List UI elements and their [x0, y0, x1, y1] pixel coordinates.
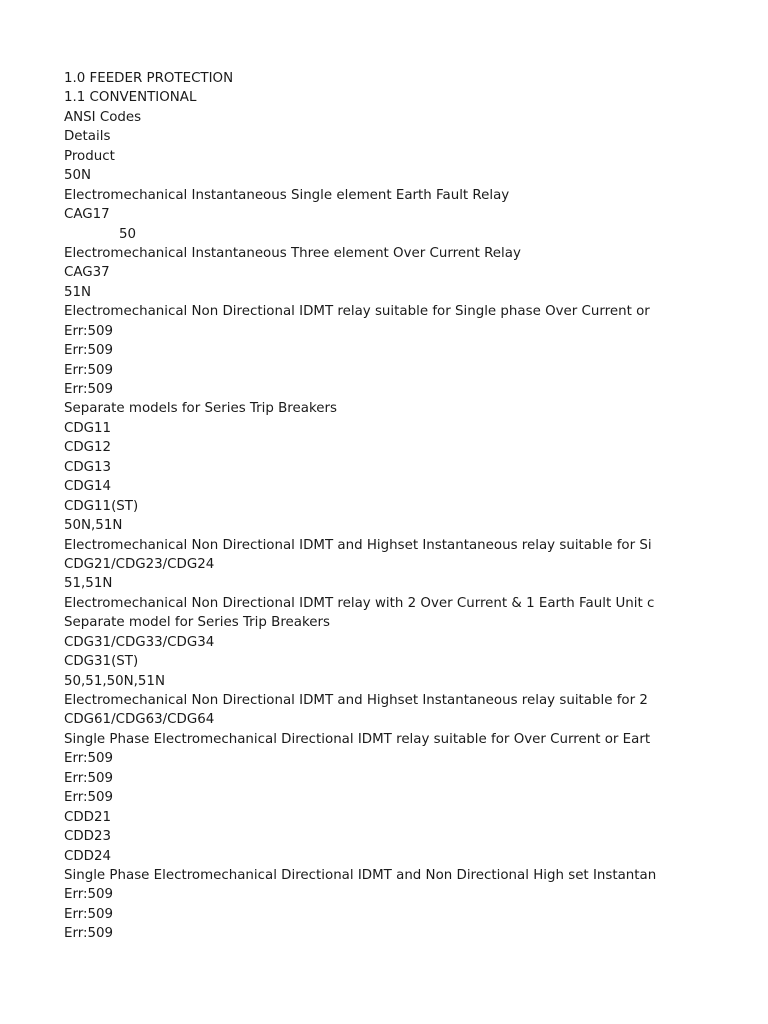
error-cell: Err:509 [64, 343, 114, 359]
product-code: CDG21/CDG23/CDG24 [64, 556, 215, 572]
product-code: CDG31/CDG33/CDG34 [64, 634, 215, 650]
ansi-code: 50N [64, 168, 92, 184]
ansi-code: 50N,51N [64, 518, 123, 534]
error-cell: Err:509 [64, 323, 114, 339]
error-cell: Err:509 [64, 382, 114, 397]
relay-description: Electromechanical Instantaneous Three element Over Current Relay [64, 245, 521, 261]
error-cell: Err:509 [64, 790, 114, 806]
product-code: CAG17 [64, 207, 110, 223]
product-code: CDG61/CDG63/CDG64 [64, 712, 215, 728]
error-cell: Err:509 [64, 362, 114, 378]
ansi-code: 51N [64, 284, 92, 300]
error-cell: Err:509 [64, 751, 114, 767]
error-cell: Err:509 [64, 770, 114, 786]
relay-description: Electromechanical Non Directional IDMT relay with 2 Over Current & 1 Earth Fault Unit c [64, 595, 655, 611]
relay-description: Single Phase Electromechanical Directional IDMT and Non Directional High set Instantan [64, 867, 657, 883]
relay-description: Electromechanical Non Directional IDMT relay suitable for Single phase Over Current or [64, 304, 650, 320]
ansi-code: 51,51N [64, 576, 113, 592]
product-code: CDG13 [64, 459, 112, 475]
column-header-ansi-codes: ANSI Codes [64, 109, 142, 125]
product-code: CDD24 [64, 848, 112, 864]
ansi-code: 50,51,50N,51N [64, 673, 165, 689]
column-header-product: Product [64, 148, 115, 164]
error-cell: Err:509 [64, 926, 114, 942]
relay-note: Separate model for Series Trip Breakers [64, 615, 330, 631]
product-code: CDD21 [64, 809, 112, 825]
document-text-column [64, 69, 667, 944]
relay-note: Separate models for Series Trip Breakers [64, 401, 337, 417]
product-code: CDG14 [64, 479, 112, 495]
error-cell: Err:509 [64, 887, 114, 903]
product-code: CDG11 [64, 420, 112, 436]
relay-description: Electromechanical Instantaneous Single element Earth Fault Relay [64, 187, 510, 203]
product-code: CDG31(ST) [64, 654, 139, 670]
relay-description: Single Phase Electromechanical Directional IDMT relay suitable for Over Current or Eart [64, 731, 651, 747]
product-code: CDD23 [64, 829, 112, 845]
error-cell: Err:509 [64, 906, 114, 922]
product-code: CDG12 [64, 440, 112, 456]
relay-description: Electromechanical Non Directional IDMT and Highset Instantaneous relay suitable for Si [64, 537, 652, 553]
column-header-details: Details [64, 129, 111, 145]
section-heading: 1.0 FEEDER PROTECTION [64, 71, 234, 86]
relay-description: Electromechanical Non Directional IDMT and Highset Instantaneous relay suitable for 2 [64, 693, 648, 708]
product-code: CAG37 [64, 265, 110, 281]
ansi-code: 50 [119, 226, 137, 242]
subsection-heading: 1.1 CONVENTIONAL [64, 90, 197, 106]
product-code: CDG11(ST) [64, 498, 139, 514]
